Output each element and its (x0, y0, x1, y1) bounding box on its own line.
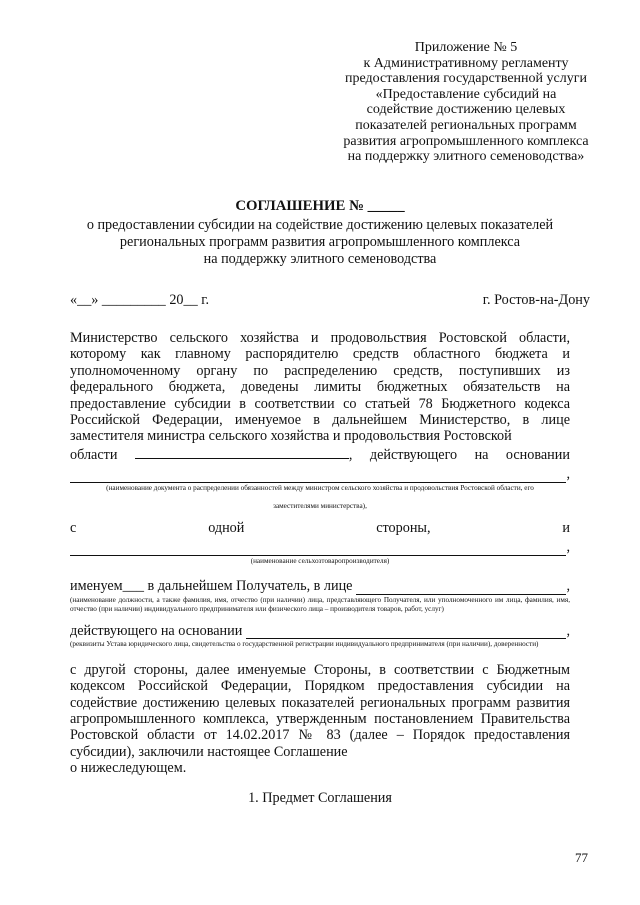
document-basis-caption-cont: заместителями министерства), (273, 502, 367, 511)
recipient-representative-rule (356, 580, 566, 595)
appendix-line: «Предоставление субсидий на (375, 86, 557, 102)
producer-rule (70, 540, 566, 556)
closing-paragraph: с другой стороны, далее именуемые Стороны, в соответствии с Бюджетным кодексом Российской Федерации, Порядком предоставления субсидии на содействие достижению целевых показателей региональных программ развития агропромышленного комплекса, утвержденным постановлением Правительства Ростовской области от 14.02.2017 № 83 (далее – Порядок предоставления субсидии), заключили настоящее Соглашение (70, 661, 570, 760)
agreement-title-block (40, 198, 600, 268)
deputy-name-field: , (135, 445, 353, 463)
intro-paragraph: Министерство сельского хозяйства и продовольствия Ростовской области, которому как главному распорядителю средств областного бюджета и уполномоченному органу по распределению средств, поступивших из федерального бюджета, доведены лимиты бюджетных обязательств на предоставление субсидии в соответствии со статьей 78 Бюджетного кодекса Российской Федерации, именуемое в дальнейшем Министерство, в лице заместителя министра сельского хозяйства и продовольствия Ростовской (70, 330, 570, 445)
appendix-line: к Административному регламенту (363, 55, 569, 71)
one-side-line (70, 520, 570, 536)
agreement-subtitle-line: о предоставлении субсидии на содействие достижению целевых показателей (86, 217, 554, 233)
producer-field (70, 539, 570, 555)
appendix-line: предоставления государственной услуги (345, 71, 587, 87)
section-heading: 1. Предмет Соглашения (248, 790, 392, 806)
document-basis-rule (70, 467, 566, 483)
side-word: стороны, (376, 519, 431, 536)
appendix-line: на поддержку элитного семеноводства» (347, 149, 585, 165)
agreement-body (70, 330, 570, 777)
acting-word: действующего (369, 446, 458, 463)
one-word: одной (208, 519, 245, 536)
document-basis-caption: (наименование документа о распределении обязанностей между министром сельского хозяйства и продовольствия Ростовской области, его (106, 483, 534, 492)
recipient-basis-line (70, 623, 570, 639)
intro-last-line (70, 445, 570, 463)
on-word: на (474, 446, 489, 463)
basis-word: основании (505, 446, 570, 463)
producer-caption: (наименование сельхозтоваропроизводителя) (250, 556, 390, 565)
appendix-line: показателей региональных программ (355, 117, 577, 133)
appendix-line: развития агропромышленного комплекса (343, 133, 589, 149)
producer-comma: , (566, 539, 570, 556)
s-word: с (70, 519, 77, 536)
recipient-comma: , (566, 578, 570, 595)
recipient-basis-comma: , (566, 622, 570, 639)
recipient-basis-text: действующего на основании (70, 622, 243, 639)
appendix-header (300, 40, 632, 165)
closing-last-line: о нижеследующем. (70, 760, 187, 777)
date-place-line (70, 292, 590, 308)
recipient-basis-caption: (реквизиты Устава юридического лица, свидетельства о государственной регистрации индивидуального предпринимателя (при наличии), доверенности) (70, 640, 539, 649)
agreement-date: «__» _________ 20__ г. (70, 292, 209, 308)
recipient-caption: (наименование должности, а также фамилия, имя, отчество (при наличии) лица, представляющего Получателя, или уполномоченного им лица, фамилия, имя, отчество (при наличии) индивидуального предпринимателя или физического лица – производителя товаров, работ, услуг) (70, 595, 570, 614)
appendix-number: Приложение № 5 (414, 40, 518, 55)
document-basis-field (70, 466, 570, 482)
agreement-subtitle-line: региональных программ развития агропромышленного комплекса (119, 234, 521, 250)
page-number: 77 (575, 850, 588, 865)
agreement-place: г. Ростов-на-Дону (482, 292, 590, 308)
agreement-title: СОГЛАШЕНИЕ № _____ (235, 198, 405, 214)
recipient-basis-rule (246, 624, 566, 639)
agreement-subtitle-line: на поддержку элитного семеноводства (203, 251, 437, 267)
recipient-text: именуем___ в дальнейшем Получатель, в лице (70, 578, 353, 595)
recipient-line (70, 578, 570, 594)
document-basis-comma: , (566, 466, 570, 483)
intro-last-word: области (70, 446, 118, 463)
and-word: и (562, 519, 570, 536)
appendix-line: содействие достижению целевых (366, 102, 566, 118)
